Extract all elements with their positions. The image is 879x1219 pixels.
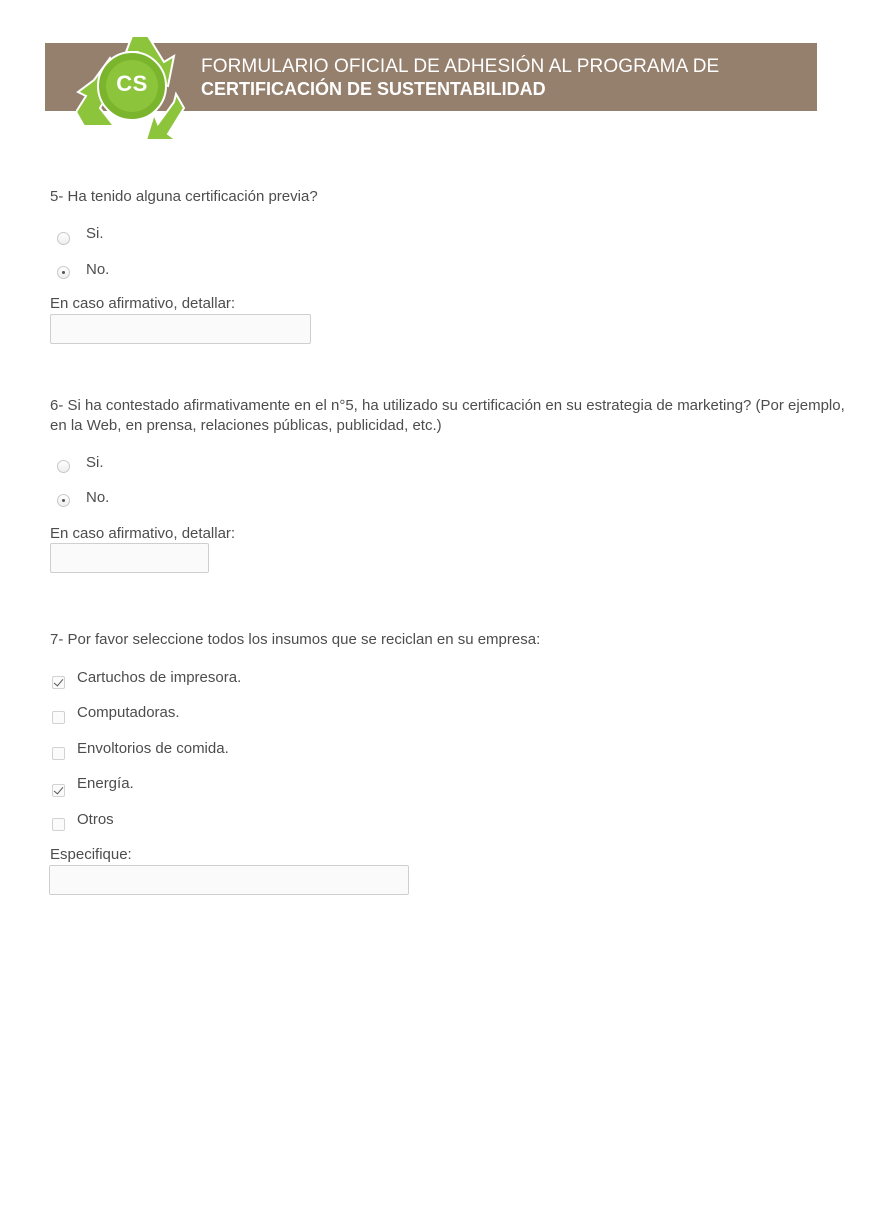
q7-checkbox-energia[interactable] bbox=[52, 784, 65, 797]
q5-option-si-label: Si. bbox=[86, 225, 104, 242]
q5-radio-no[interactable] bbox=[57, 266, 70, 279]
q7-option-envoltorios-label: Envoltorios de comida. bbox=[77, 740, 229, 757]
q6-option-no-label: No. bbox=[86, 489, 110, 506]
q7-specify-label: Especifique: bbox=[50, 846, 132, 863]
q6-radio-si[interactable] bbox=[57, 460, 70, 473]
q7-checkbox-cartuchos[interactable] bbox=[52, 676, 65, 689]
logo-text: CS bbox=[116, 71, 148, 96]
q7-option-energia-label: Energía. bbox=[77, 775, 134, 792]
q5-detail-label: En caso afirmativo, detallar: bbox=[50, 295, 236, 312]
q7-checkbox-envoltorios[interactable] bbox=[52, 747, 65, 760]
q7-checkbox-otros[interactable] bbox=[52, 818, 65, 831]
q7-option-computadoras-label: Computadoras. bbox=[77, 704, 180, 721]
q5-option-no-label: No. bbox=[86, 261, 110, 278]
q7-specify-input[interactable] bbox=[49, 865, 409, 895]
q7-option-cartuchos-label: Cartuchos de impresora. bbox=[77, 669, 242, 686]
q6-detail-label: En caso afirmativo, detallar: bbox=[50, 525, 236, 542]
q5-radio-si[interactable] bbox=[57, 232, 70, 245]
q6-option-si-label: Si. bbox=[86, 454, 104, 471]
form-title-line1: FORMULARIO OFICIAL DE ADHESIÓN AL PROGRAMA DE bbox=[201, 56, 720, 77]
q5-detail-input[interactable] bbox=[50, 314, 311, 344]
q7-checkbox-computadoras[interactable] bbox=[52, 711, 65, 724]
q7-option-otros-label: Otros bbox=[77, 811, 114, 828]
question-6: 6- Si ha contestado afirmativamente en el n°5, ha utilizado su certificación en su estrategia de marketing? (Por ejemplo, en la Web, en prensa, relaciones públicas, publicidad, etc.) bbox=[50, 397, 845, 434]
q6-radio-no[interactable] bbox=[57, 494, 70, 507]
question-7: 7- Por favor seleccione todos los insumos que se reciclan en su empresa: bbox=[50, 631, 541, 648]
question-5: 5- Ha tenido alguna certificación previa? bbox=[50, 188, 318, 205]
q6-detail-input[interactable] bbox=[50, 543, 209, 573]
form-title-line2: CERTIFICACIÓN DE SUSTENTABILIDAD bbox=[201, 79, 546, 99]
